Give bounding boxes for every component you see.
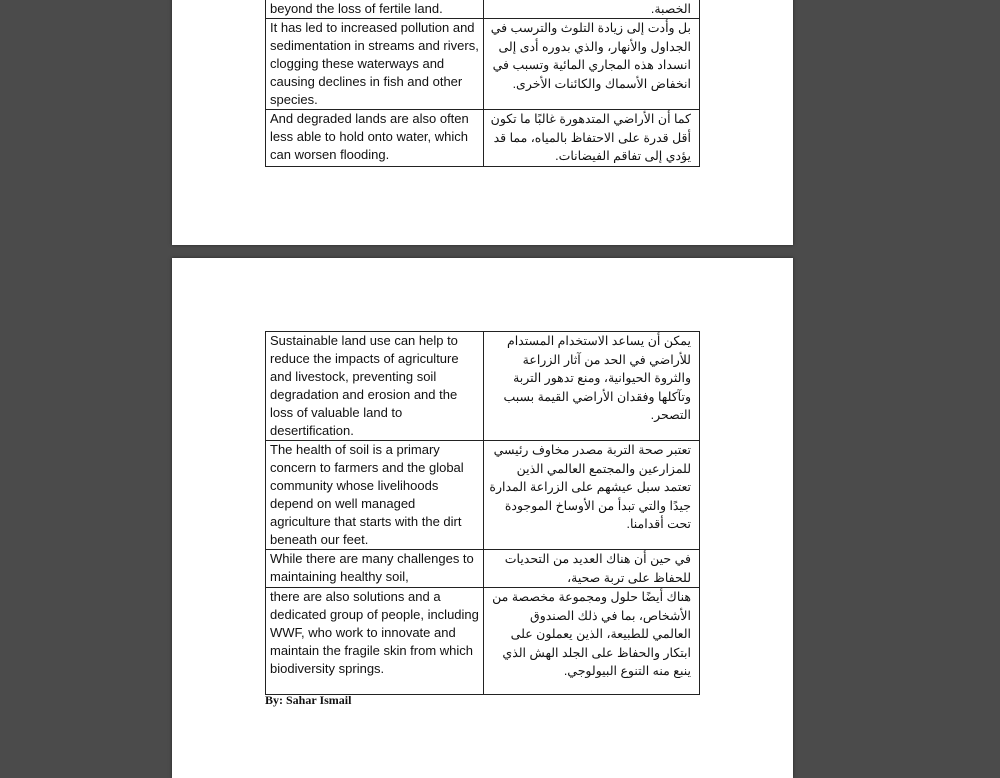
translation-table: [265, 0, 700, 167]
english-cell: beyond the loss of fertile land.: [266, 0, 484, 19]
arabic-cell: في حين أن هناك العديد من التحديات للحفاظ على تربة صحية،: [484, 550, 700, 588]
english-cell: And degraded lands are also often less able to hold onto water, which can worsen flooding.: [266, 110, 484, 167]
table-row: [266, 588, 700, 695]
english-cell: there are also solutions and a dedicated group of people, including WWF, who work to innovate and maintain the fragile skin from which biodiversity springs.: [266, 588, 484, 695]
table-row: [266, 19, 700, 110]
english-cell: While there are many challenges to maintaining healthy soil,: [266, 550, 484, 588]
arabic-cell: كما أن الأراضي المتدهورة غالبًا ما تكون أقل قدرة على الاحتفاظ بالمياه، مما قد يؤدي إلى تفاقم الفيضانات.: [484, 110, 700, 167]
arabic-cell: الخصبة.: [484, 0, 700, 19]
arabic-cell: يمكن أن يساعد الاستخدام المستدام للأراضي في الحد من آثار الزراعة والثروة الحيوانية، ومنع تدهور التربة وتآكلها وفقدان الأراضي القيمة بسبب التصحر.: [484, 332, 700, 441]
arabic-cell: هناك أيضًا حلول ومجموعة مخصصة من الأشخاص، بما في ذلك الصندوق العالمي للطبيعة، الذين يعملون على ابتكار والحفاظ على الجلد الهش الذي ينبع منه التنوع البيولوجي.: [484, 588, 700, 695]
table-row: [266, 332, 700, 441]
pdf-page-1: [172, 0, 793, 245]
arabic-cell: بل وأدت إلى زيادة التلوث والترسب في الجداول والأنهار، والذي بدوره أدى إلى انسداد هذه المجاري المائية وتسبب في انخفاض الأسماك والكائنات الأخرى.: [484, 19, 700, 110]
translation-table: [265, 331, 700, 695]
table-row: [266, 550, 700, 588]
pdf-page-2: [172, 258, 793, 778]
arabic-cell: تعتبر صحة التربة مصدر مخاوف رئيسي للمزارعين والمجتمع العالمي الذين تعتمد سبل عيشهم على الزراعة المدارة جيدًا والتي تبدأ من الأوساخ الموجودة تحت أقدامنا.: [484, 441, 700, 550]
english-cell: The health of soil is a primary concern to farmers and the global community whose livelihoods depend on well managed agriculture that starts with the dirt beneath our feet.: [266, 441, 484, 550]
english-cell: Sustainable land use can help to reduce the impacts of agriculture and livestock, preventing soil degradation and erosion and the loss of valuable land to desertification.: [266, 332, 484, 441]
author-byline: By: Sahar Ismail: [265, 693, 352, 707]
table-row: [266, 441, 700, 550]
table-row: [266, 0, 700, 19]
table-row: [266, 110, 700, 167]
english-cell: It has led to increased pollution and sedimentation in streams and rivers, clogging these waterways and causing declines in fish and other species.: [266, 19, 484, 110]
